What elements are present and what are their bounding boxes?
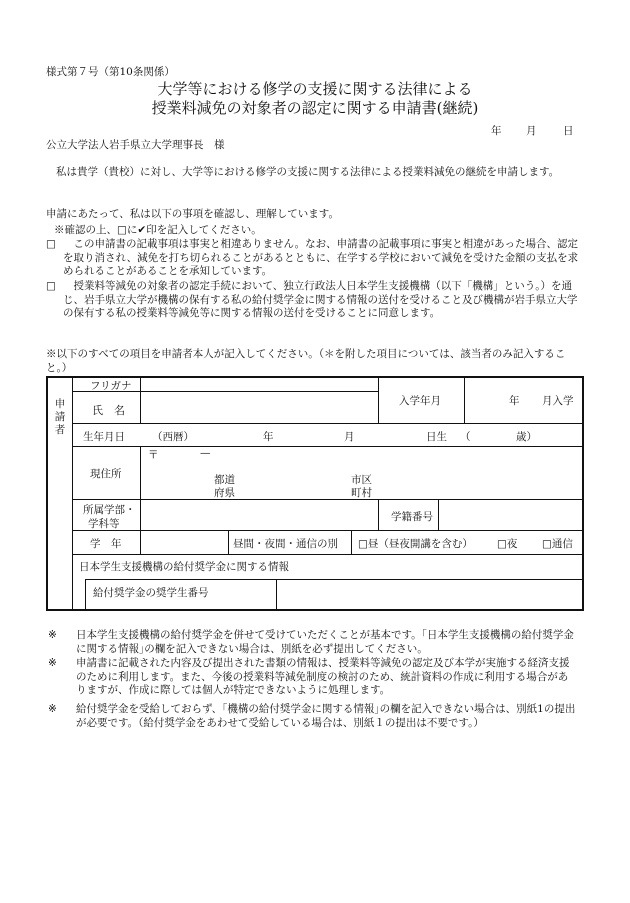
faculty-label-1: 所属学部・: [83, 504, 136, 516]
enrollment-label: 入学年月: [399, 395, 441, 407]
course-correspondence-option[interactable]: □通信: [542, 538, 573, 550]
dob-year-label: 年: [263, 431, 274, 443]
form-number: 様式第７号（第10条関係）: [46, 66, 175, 78]
note-text: 申請書に記載された内容及び提出された書類の情報は、授業料等減免の認定及び本学が実施する経済支援のために利用します。また、今後の授業料等減免制度の検討のため、統計資料の作成に利用する場合がありますが、作成に際しては個人が特定できないように処理します。: [76, 657, 570, 696]
page-title-line1: 大学等における修学の支援に関する法律による: [157, 80, 473, 98]
dob-paren-open: （: [460, 431, 471, 443]
addressee: 公立大学法人岩手県立大学理事長 様: [46, 139, 225, 151]
note-item: [48, 629, 578, 656]
prefecture-label-2: 府県: [214, 487, 235, 499]
course-night-option[interactable]: □夜: [497, 538, 518, 550]
jasso-header: 日本学生支援機構の給付奨学金に関する情報: [79, 561, 289, 573]
note-item: [48, 657, 578, 698]
enrollment-month-label: 月入学: [542, 395, 574, 407]
note-text: 日本学生支援機構の給付奨学金を併せて受けていただくことが基本です。｢日本学生支援機構の給付奨学金に関する情報｣の欄を記入できない場合は、別紙を必ず提出してください。: [76, 629, 574, 655]
applicant-side-label: [54, 398, 66, 437]
student-number-input[interactable]: [442, 502, 578, 528]
furigana-input[interactable]: [144, 378, 374, 391]
city-label-1: 市区: [351, 474, 372, 486]
city-label-2: 町村: [351, 487, 372, 499]
confirm-checkbox[interactable]: □: [46, 280, 56, 292]
confirm-checkbox[interactable]: □: [46, 238, 56, 250]
dob-day-label: 日生: [426, 431, 447, 443]
note-item: [48, 703, 578, 730]
side-label-char: 請: [54, 411, 66, 423]
side-label-char: 者: [54, 424, 66, 436]
fill-instruction: ※以下のすべての項目を申請者本人が記入してください。（＊を附した項目については、該当者のみ記入すること。）: [46, 348, 566, 374]
jasso-number-input[interactable]: [280, 582, 578, 606]
course-type-label: 昼間・夜間・通信の別: [233, 538, 338, 550]
note-text: 給付奨学金を受給しておらず、｢機構の給付奨学金に関する情報｣の欄を記入できない場合は、別紙1の提出が必要です。（給付奨学金をあわせて受給している場合は、別紙１の提出は不要です。）: [76, 703, 576, 729]
student-number-label: 学籍番号: [391, 511, 433, 523]
note-mark: ※: [48, 657, 57, 669]
jasso-number-label: 給付奨学金の奨学生番号: [93, 587, 209, 599]
grade-input[interactable]: [144, 533, 224, 551]
postal-dash: —: [200, 447, 211, 459]
name-label: 氏 名: [92, 404, 125, 417]
prefecture-label-1: 都道: [214, 474, 235, 486]
confirm-item-text: この申請書の記載事項は事実と相違ありません。なお、申請書の記載事項に事実と相違があった場合、認定を取り消され、減免を打ち切られることがあるとともに、在学する学校において減免を受けた金額の支払を求められることがあることを承知しています。: [63, 238, 579, 277]
note-mark: ※: [48, 629, 57, 641]
faculty-input[interactable]: [144, 502, 374, 528]
dob-era: （西暦）: [152, 431, 194, 443]
note-mark: ※: [48, 703, 57, 715]
grade-label: 学 年: [90, 538, 122, 550]
side-label-char: 申: [54, 398, 66, 410]
dob-label: 生年月日: [83, 431, 125, 443]
confirm-item: [46, 238, 580, 279]
faculty-label-2: 学科等: [88, 518, 120, 530]
intro-paragraph: 私は貴学（貴校）に対し、大学等における修学の支援に関する法律による授業料減免の継続を申請します。: [56, 166, 560, 178]
confirm-item: [46, 280, 580, 321]
date-year-label: 年: [491, 125, 502, 137]
applicant-table: [46, 376, 584, 611]
address-label: 現住所: [90, 468, 122, 480]
enrollment-year-label: 年: [509, 395, 520, 407]
page-title-line2: 授業料減免の対象者の認定に関する申請書(継続): [151, 99, 479, 117]
dob-month-label: 月: [344, 431, 355, 443]
confirm-instruction: ※確認の上、□に✔印を記入してください。: [54, 224, 262, 236]
dob-age-label: 歳）: [516, 431, 537, 443]
postal-mark: 〒: [148, 449, 159, 461]
confirm-item-text: 授業料等減免の対象者の認定手続において、独立行政法人日本学生支援機構（以下「機構」という。）を通じ、岩手県立大学が機構の保有する私の給付奨学金に関する情報の送付を受けること及び機構が岩手県立大学の保有する私の授業料等減免等に関する情報の送付を受けることに同意します。: [63, 280, 578, 319]
furigana-label: フリガナ: [90, 380, 132, 392]
date-day-label: 日: [563, 125, 574, 137]
confirm-lead: 申請にあたって、私は以下の事項を確認し、理解しています。: [46, 208, 339, 220]
date-month-label: 月: [526, 125, 537, 137]
name-input[interactable]: [144, 394, 374, 421]
course-day-option[interactable]: □昼（昼夜開講を含む）: [358, 538, 473, 550]
